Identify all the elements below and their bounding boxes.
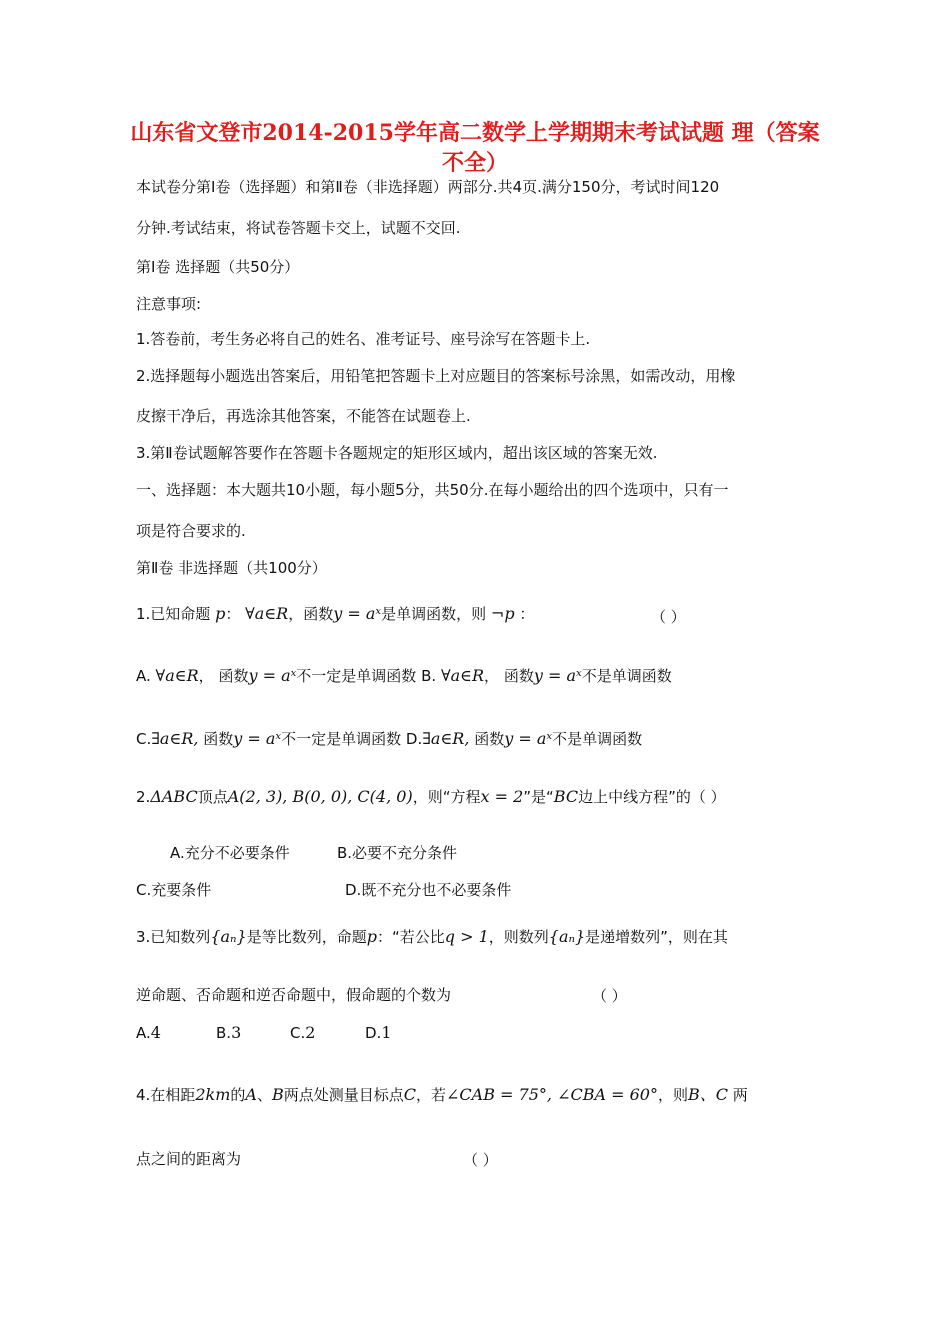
section-2-heading: 第Ⅱ卷 非选择题（共100分） xyxy=(136,559,327,577)
triangle-abc: ΔABC xyxy=(150,787,198,806)
option-2b: B.必要不充分条件 xyxy=(337,844,458,862)
notice-item-2-line-1: 2.选择题每小题选出答案后，用铅笔把答题卡上对应题目的答案标号涂黑，如需改动，用橡 xyxy=(136,367,736,385)
option-3a: A.4 xyxy=(136,1023,161,1042)
part-1-instructions-line-2: 项是符合要求的. xyxy=(136,522,246,540)
notice-heading: 注意事项: xyxy=(136,295,202,313)
notice-item-1: 1.答卷前，考生务必将自己的姓名、准考证号、座号涂写在答题卡上. xyxy=(136,330,591,348)
vertex-coordinates: A(2, 3), B(0, 0), C(4, 0) xyxy=(227,787,413,806)
question-1-options-cd: C.∃a∈R, 函数y = aˣ不一定是单调函数 D.∃a∈R, 函数y = aˣ不是单调函数 xyxy=(136,729,643,748)
question-3-line-2: 逆命题、否命题和逆否命题中，假命题的个数为 xyxy=(136,986,452,1004)
question-1-stem: 1.已知命题 p： ∀a∈R，函数y = aˣ是单调函数，则 ¬p ： xyxy=(136,604,535,623)
notice-item-2-line-2: 皮擦干净后，再选涂其他答案，不能答在试题卷上. xyxy=(136,407,471,425)
negation-p: ¬p xyxy=(490,604,515,623)
exponential-function: y = aˣ xyxy=(333,604,382,623)
line-equation: x = 2 xyxy=(480,787,524,806)
section-1-heading: 第Ⅰ卷 选择题（共50分） xyxy=(136,258,300,276)
forall-condition: ∀a∈R xyxy=(245,604,289,623)
question-4-stem: 4.在相距2km的A、B两点处测量目标点C，若∠CAB = 75°, ∠CBA = 60°，则B、C 两 xyxy=(136,1085,748,1104)
question-2-stem: 2.ΔABC顶点A(2, 3), B(0, 0), C(4, 0)，则“方程x = 2”是“BC边上中线方程”的（ ） xyxy=(136,787,726,806)
question-1-answer-paren: （ ） xyxy=(651,608,686,626)
option-2a: A.充分不必要条件 xyxy=(170,844,290,862)
intro-line-1: 本试卷分第Ⅰ卷（选择题）和第Ⅱ卷（非选择题）两部分.共4页.满分150分，考试时间120 xyxy=(136,178,720,196)
distance: 2km xyxy=(195,1085,231,1104)
document-title: 山东省文登市2014-2015学年高二数学上学期期末考试试题 理（答案不全） xyxy=(130,120,820,176)
notice-item-3: 3.第Ⅱ卷试题解答要作在答题卡各题规定的矩形区域内，超出该区域的答案无效. xyxy=(136,444,658,462)
option-2c: C.充要条件 xyxy=(136,881,212,899)
question-4-answer-paren: （ ） xyxy=(463,1151,498,1169)
proposition-p: p xyxy=(215,604,226,623)
option-1b-text: 不是单调函数 xyxy=(581,667,672,685)
part-1-instructions-line-1: 一、选择题：本大题共10小题，每小题5分，共50分.在每小题给出的四个选项中，只有一 xyxy=(136,481,729,499)
option-1d-text: 不是单调函数 xyxy=(552,730,643,748)
option-1c-text: 不一定是单调函数 xyxy=(281,730,402,748)
question-3-stem: 3.已知数列{aₙ}是等比数列，命题p：“若公比q > 1，则数列{aₙ}是递增数列”，则在其 xyxy=(136,927,728,946)
question-1-options-ab: A. ∀a∈R， 函数y = aˣ不一定是单调函数 B. ∀a∈R， 函数y = aˣ不是单调函数 xyxy=(136,666,672,685)
angle-conditions: ∠CAB = 75°, ∠CBA = 60° xyxy=(446,1085,658,1104)
intro-line-2: 分钟.考试结束，将试卷答题卡交上，试题不交回. xyxy=(136,219,461,237)
option-1a-text: 不一定是单调函数 xyxy=(296,667,417,685)
option-3b: B.3 xyxy=(216,1023,242,1042)
question-3-answer-paren: （ ） xyxy=(592,987,627,1005)
sequence-an: {aₙ} xyxy=(210,927,247,946)
option-3d: D.1 xyxy=(365,1023,392,1042)
option-2d: D.既不充分也不必要条件 xyxy=(345,881,512,899)
question-4-line-2: 点之间的距离为 xyxy=(136,1150,242,1168)
ratio-condition: q > 1 xyxy=(444,927,489,946)
option-3c: C.2 xyxy=(290,1023,316,1042)
